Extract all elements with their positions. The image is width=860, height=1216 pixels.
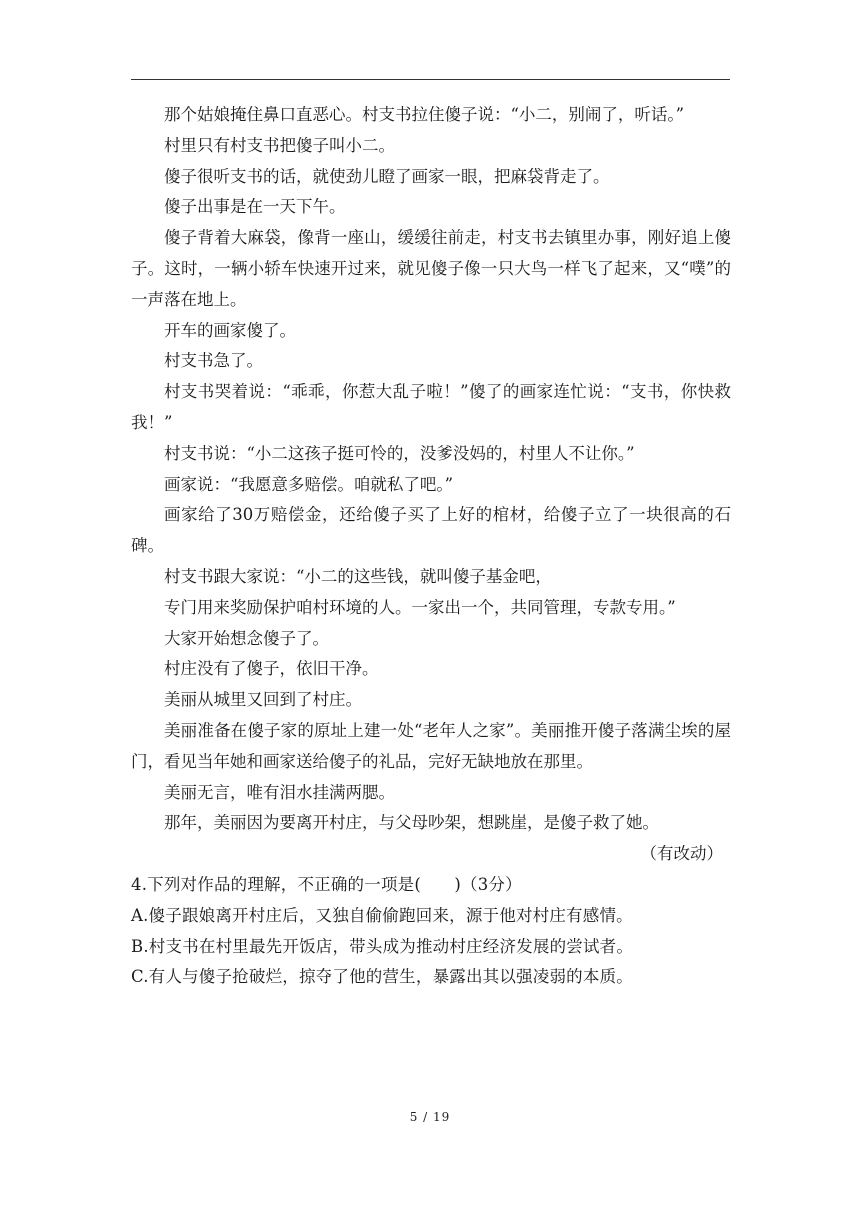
paragraph: 村支书跟大家说：“小二的这些钱，就叫傻子基金吧，	[164, 566, 552, 586]
paragraph: 开车的画家傻了。	[164, 320, 296, 340]
paragraph: 傻子很听支书的话，就使劲儿瞪了画家一眼，把麻袋背走了。	[164, 166, 610, 186]
question-stem: 4.下列对作品的理解，不正确的一项是( )（3分）	[131, 874, 522, 894]
paragraph: 村里只有村支书把傻子叫小二。	[164, 135, 395, 155]
paragraph: 傻子出事是在一天下午。	[164, 197, 346, 217]
paragraph: 美丽准备在傻子家的原址上建一处“老年人之家”。美丽推开傻子落满尘埃的屋门，看见当年她和画家送给傻子的礼品，完好无缺地放在那里。	[131, 720, 731, 771]
page-number: 5 / 19	[409, 1110, 451, 1124]
header-rule	[131, 79, 730, 80]
page-content	[131, 100, 731, 993]
paragraph: 美丽无言，唯有泪水挂满两腮。	[164, 782, 395, 802]
paragraph: 村支书急了。	[164, 351, 263, 371]
paragraph: 傻子背着大麻袋，像背一座山，缓缓往前走，村支书去镇里办事，刚好追上傻子。这时，一辆小轿车快速开过来，就见傻子像一只大鸟一样飞了起来，又“噗”的一声落在地上。	[131, 228, 731, 309]
paragraph: 专门用来奖励保护咱村环境的人。一家出一个，共同管理，专款专用。”	[164, 597, 676, 617]
paragraph: 大家开始想念傻子了。	[164, 628, 329, 648]
question-option-a: A.傻子跟娘离开村庄后，又独自偷偷跑回来，源于他对村庄有感情。	[131, 905, 633, 925]
paragraph: 村支书说：“小二这孩子挺可怜的，没爹没妈的，村里人不让你。”	[164, 443, 635, 463]
paragraph: 那个姑娘掩住鼻口直恶心。村支书拉住傻子说：“小二，别闹了，听话。”	[164, 105, 685, 124]
paragraph: 画家给了30万赔偿金，还给傻子买了上好的棺材，给傻子立了一块很高的石碑。	[131, 505, 731, 556]
paragraph: 那年，美丽因为要离开村庄，与父母吵架，想跳崖，是傻子救了她。	[164, 813, 659, 833]
question-option-b: B.村支书在村里最先开饭店，带头成为推动村庄经济发展的尝试者。	[131, 936, 634, 956]
paragraph: 村庄没有了傻子，依旧干净。	[164, 659, 379, 679]
paragraph: 村支书哭着说：“乖乖，你惹大乱子啦！”傻了的画家连忙说：“支书，你快救我！”	[131, 382, 731, 432]
paragraph: 画家说：“我愿意多赔偿。咱就私了吧。”	[164, 474, 454, 494]
question-option-c: C.有人与傻子抢破烂，掠夺了他的营生，暴露出其以强凌弱的本质。	[131, 967, 633, 987]
source-note: （有改动）	[640, 844, 723, 864]
paragraph: 美丽从城里又回到了村庄。	[164, 690, 362, 710]
